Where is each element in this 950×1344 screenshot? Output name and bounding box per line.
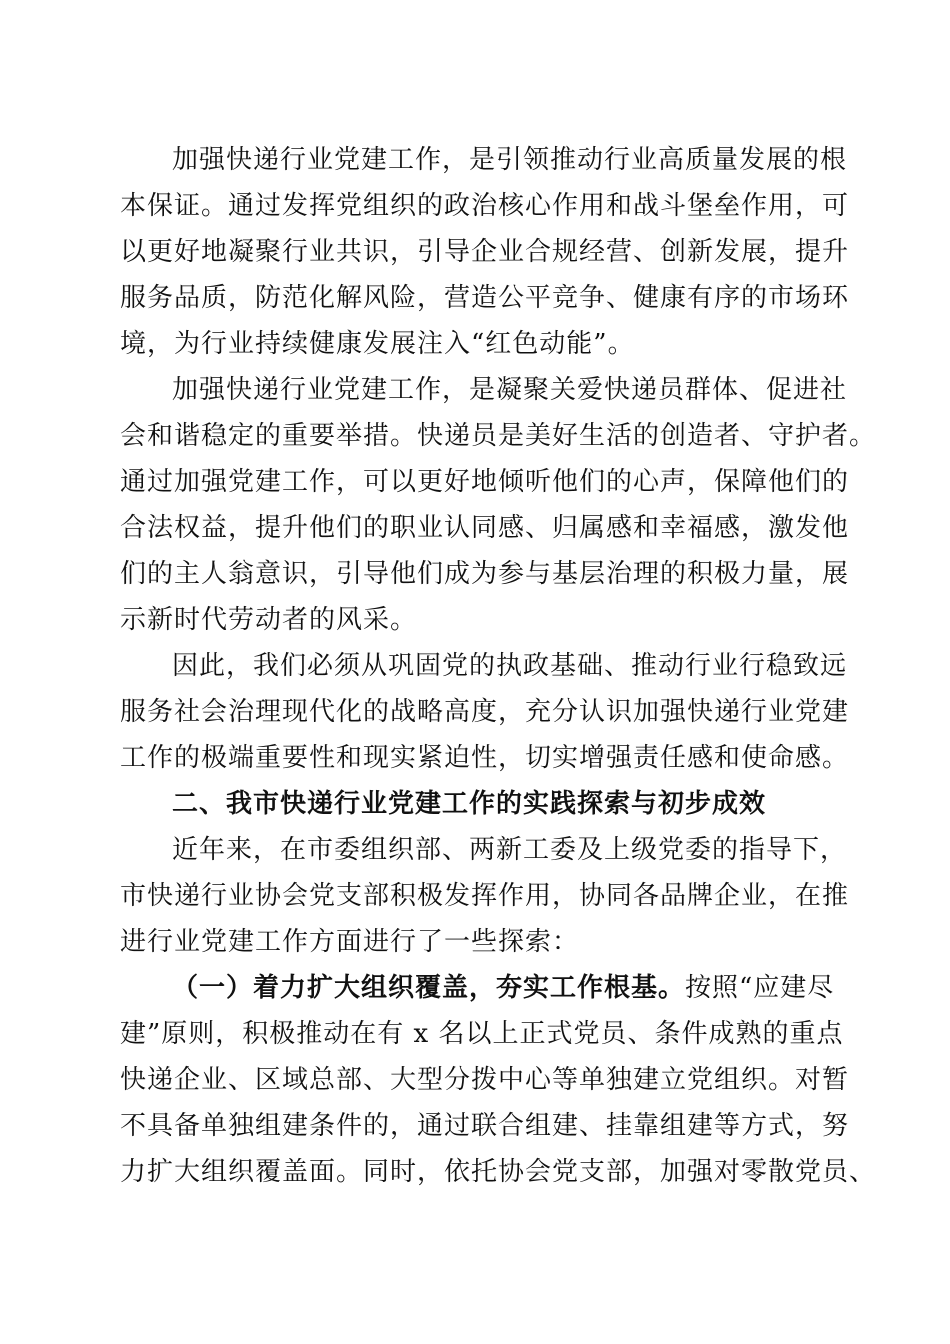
paragraph-4-line-2: 市快递行业协会党支部积极发挥作用，协同各品牌企业，在推 (120, 881, 850, 911)
paragraph-2-line-3: 通过加强党建工作，可以更好地倾听他们的心声，保障他们的 (120, 467, 850, 497)
paragraph-2-line-4: 合法权益，提升他们的职业认同感、归属感和幸福感，激发他 (120, 513, 850, 543)
paragraph-1-line-2: 本保证。通过发挥党组织的政治核心作用和战斗堡垒作用，可 (120, 191, 850, 221)
paragraph-1-line-3: 以更好地凝聚行业共识，引导企业合规经营、创新发展，提升 (120, 237, 850, 267)
paragraph-5-line-2: 建”原则，积极推动在有 x 名以上正式党员、条件成熟的重点 (120, 1019, 844, 1049)
subheading-1: （一）着力扩大组织覆盖，夯实工作根基。 (172, 973, 686, 1003)
paragraph-1-line-4: 服务品质，防范化解风险，营造公平竞争、健康有序的市场环 (120, 283, 850, 313)
paragraph-5-line-5: 力扩大组织覆盖面。同时，依托协会党支部，加强对零散党员、 (120, 1157, 877, 1187)
paragraph-2-line-1: 加强快递行业党建工作，是凝聚关爱快递员群体、促进社 (172, 375, 848, 405)
paragraph-5-line-1 (172, 968, 835, 1008)
paragraph-2-line-6: 示新时代劳动者的风采。 (120, 605, 418, 635)
paragraph-5-line-4: 不具备单独组建条件的，通过联合组建、挂靠组建等方式，努 (120, 1111, 850, 1141)
paragraph-4-line-1: 近年来，在市委组织部、两新工委及上级党委的指导下， (172, 835, 848, 865)
paragraph-3-line-3: 工作的极端重要性和现实紧迫性，切实增强责任感和使命感。 (120, 743, 850, 773)
paragraph-2-line-5: 们的主人翁意识，引导他们成为参与基层治理的积极力量，展 (120, 559, 850, 589)
paragraph-2-line-2: 会和谐稳定的重要举措。快递员是美好生活的创造者、守护者。 (120, 421, 877, 451)
paragraph-4-line-3: 进行业党建工作方面进行了一些探索： (120, 927, 580, 957)
paragraph-1-line-5: 境，为行业持续健康发展注入“红色动能”。 (120, 329, 635, 359)
paragraph-3-line-1: 因此，我们必须从巩固党的执政基础、推动行业行稳致远 (172, 651, 848, 681)
paragraph-1-line-1: 加强快递行业党建工作，是引领推动行业高质量发展的根 (172, 145, 848, 175)
section-heading-2: 二、我市快递行业党建工作的实践探索与初步成效 (172, 789, 767, 819)
paragraph-3-line-2: 服务社会治理现代化的战略高度，充分认识加强快递行业党建 (120, 697, 850, 727)
paragraph-5-line-3: 快递企业、区域总部、大型分拨中心等单独建立党组织。对暂 (120, 1065, 850, 1095)
paragraph-5-line-1-text: 按照“应建尽 (685, 973, 835, 1003)
